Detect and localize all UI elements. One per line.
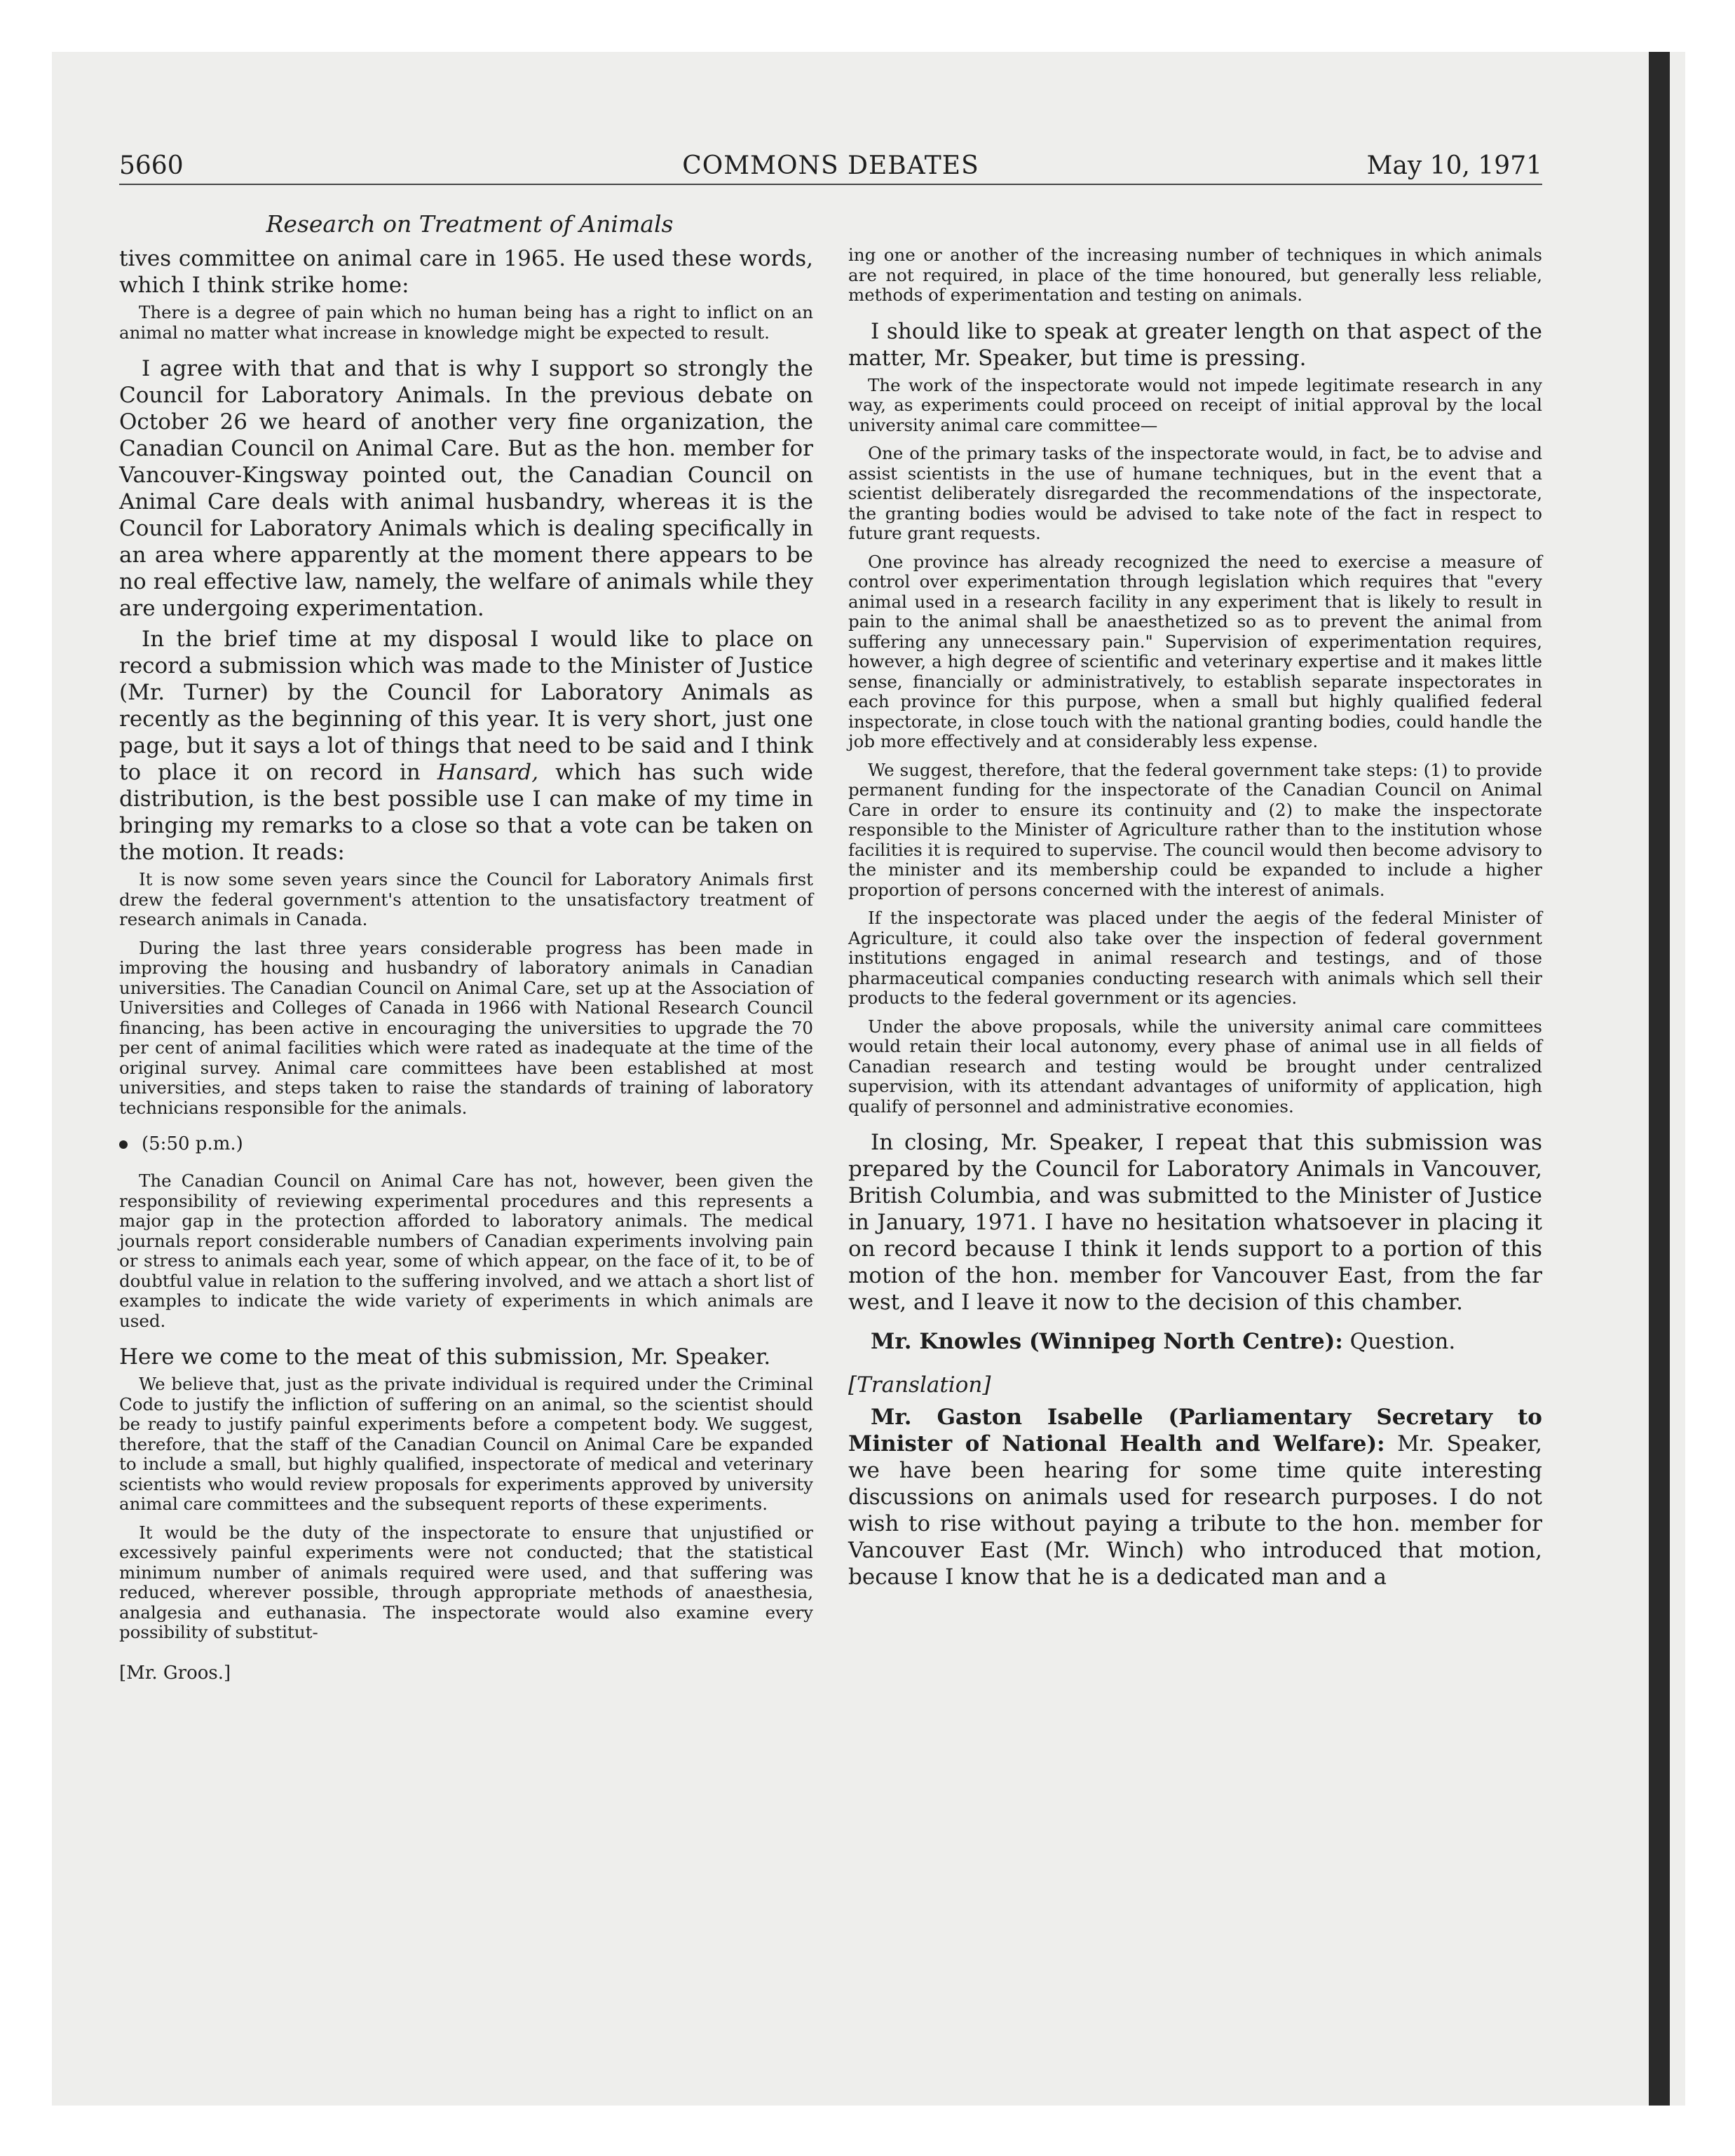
paragraph-text: In the brief time at my disposal I would like to place on record a submission which was made to the Minister of Justice (Mr. Turner) by the Council for Laboratory Animals as recently as the beginning of this year. It is very short, just one page, but it says a lot of things that need to be said and I think to place it on record in	[119, 627, 813, 785]
quotation: There is a degree of pain which no human being has a right to inflict on an animal no matter what increase in knowledge might be expected to result.	[119, 302, 813, 343]
quotation: ing one or another of the increasing number of techniques in which animals are not required, in place of the time honoured, but generally less reliable, methods of experimentation and testing on animals.	[848, 245, 1542, 305]
page-number: 5660	[119, 151, 184, 180]
translation-marker: [Translation]	[848, 1372, 991, 1398]
paragraph-italic-text: Hansard,	[437, 760, 539, 785]
paragraph	[848, 1328, 1542, 1355]
speaker-signature: [Mr. Groos.]	[119, 1662, 231, 1684]
scan-edge-shadow	[1649, 52, 1670, 2106]
speaker-name: Mr. Knowles (Winnipeg North Centre):	[871, 1329, 1343, 1354]
publication-title: COMMONS DEBATES	[682, 151, 979, 180]
quotation: Under the above proposals, while the university animal care committees would retain their local autonomy, every phase of animal use in all fields of Canadian research and testing would be brought under centralized supervision, with its attendant advantages of uniformity of application, high qualify of personnel and administrative economies.	[848, 1016, 1542, 1117]
right-column	[848, 245, 1542, 1595]
paragraph: Here we come to the meat of this submission, Mr. Speaker.	[119, 1344, 771, 1370]
paragraph	[848, 1404, 1542, 1590]
time-marker	[119, 1132, 813, 1156]
paragraph: I agree with that and that is why I support so strongly the Council for Laboratory Animals. In the previous debate on October 26 we heard of another very fine organization, the Canadian Council on Animal Care. But as the hon. member for Vancouver-Kingsway pointed out, the Canadian Council on Animal Care deals with animal husbandry, whereas it is the Council for Laboratory Animals which is dealing specifically in an area where apparently at the moment there appears to be no real effective law, namely, the welfare of animals while they are undergoing experimentation.	[119, 356, 813, 621]
quotation: The Canadian Council on Animal Care has not, however, been given the responsibility of reviewing experimental procedures and this represents a major gap in the protection afforded to laboratory animals. The medical journals report considerable numbers of Canadian experiments involving pain or stress to animals each year, some of which appear, on the face of it, to be of doubtful value in relation to the suffering involved, and we attach a short list of examples to indicate the wide variety of experiments in which animals are used.	[119, 1171, 813, 1331]
bullet-icon	[119, 1140, 128, 1149]
running-header	[119, 149, 1542, 185]
time-text: (5:50 p.m.)	[142, 1133, 243, 1154]
left-column	[119, 245, 813, 1684]
quotation: One of the primary tasks of the inspectorate would, in fact, be to advise and assist scientists in the use of humane techniques, but in the event that a scientist deliberately disregarded the recommendations of the inspectorate, the granting bodies would be advised to take note of the fact in respect to future grant requests.	[848, 443, 1542, 543]
quotation: It would be the duty of the inspectorate to ensure that unjustified or excessively painful experiments were not conducted; that the statistical minimum number of animals required were used, and that suffering was reduced, wherever possible, through appropriate methods of anaesthesia, analgesia and euthanasia. The inspectorate would also examine every possibility of substitut-	[119, 1522, 813, 1642]
paragraph-text: Mr. Speaker, we have been hearing for some time quite interesting discussions on animals used for research purposes. I do not wish to rise without paying a tribute to the hon. member for Vancouver East (Mr. Winch) who introduced that motion, because I know that he is a dedicated man and a	[848, 1431, 1542, 1590]
paragraph: tives committee on animal care in 1965. He used these words, which I think strike home:	[119, 246, 813, 298]
paragraph-text: Question.	[1342, 1329, 1456, 1354]
quotation: It is now some seven years since the Council for Laboratory Animals first drew the federal government's attention to the unsatisfactory treatment of research animals in Canada.	[119, 869, 813, 929]
quotation: During the last three years considerable progress has been made in improving the housing and husbandry of laboratory animals in Canadian universities. The Canadian Council on Animal Care, set up at the Association of Universities and Colleges of Canada in 1966 with National Research Council financing, has been active in encouraging the universities to upgrade the 70 per cent of animal facilities which were rated as inadequate at the time of the original survey. Animal care committees have been established at most universities, and steps taken to raise the standards of training of laboratory technicians responsible for the animals.	[119, 937, 813, 1118]
section-title: Research on Treatment of Animals	[266, 210, 674, 238]
quotation: We believe that, just as the private individual is required under the Criminal Code to justify the infliction of suffering on an animal, so the scientist should be ready to justify painful experiments before a competent body. We suggest, therefore, that the staff of the Canadian Council on Animal Care be expanded to include a small, but highly qualified, inspectorate of medical and veterinary scientists who would review proposals for experiments approved by university animal care committees and the subsequent reports of these experiments.	[119, 1374, 813, 1514]
paragraph-text: which has such wide distribution, is the best possible use I can make of my time in bringing my remarks to a close so that a vote can be taken on the motion. It reads:	[119, 760, 813, 865]
paragraph	[119, 626, 813, 866]
paragraph: In closing, Mr. Speaker, I repeat that this submission was prepared by the Council for Laboratory Animals in Vancouver, British Columbia, and was submitted to the Minister of Justice in January, 1971. I have no hesitation whatsoever in placing it on record because I think it lends support to a portion of this motion of the hon. member for Vancouver East, from the far west, and I leave it now to the decision of this chamber.	[848, 1130, 1542, 1315]
quotation: We suggest, therefore, that the federal government take steps: (1) to provide permanent funding for the inspectorate of the Canadian Council on Animal Care in order to ensure its continuity and (2) to make the inspectorate responsible to the Minister of Agriculture rather than to the institution whose facilities it is required to supervise. The council would then become advisory to the minister and its membership could be expanded to include a higher proportion of persons concerned with the interest of animals.	[848, 759, 1542, 900]
paragraph: I should like to speak at greater length on that aspect of the matter, Mr. Speaker, but time is pressing.	[848, 318, 1542, 371]
speaker-name: Mr. Gaston Isabelle (Parliamentary Secretary to Minister of National Health and Welfare):	[848, 1405, 1542, 1456]
quotation: If the inspectorate was placed under the aegis of the federal Minister of Agriculture, it could also take over the inspection of federal government institutions engaged in animal research and testings, and of those pharmaceutical companies conducting research with animals which sell their products to the federal government or its agencies.	[848, 908, 1542, 1008]
quotation: The work of the inspectorate would not impede legitimate research in any way, as experiments could proceed on receipt of initial approval by the local university animal care committee—	[848, 374, 1542, 435]
header-date: May 10, 1971	[1366, 151, 1542, 180]
quotation: One province has already recognized the need to exercise a measure of control over experimentation through legislation which requires that "every animal used in a research facility in any experiment that is likely to result in pain to the animal shall be anaesthetized so as to prevent the animal from suffering any unnecessary pain." Supervision of experimentation requires, however, a high degree of scientific and veterinary expertise and it makes little sense, financially or administratively, to establish separate inspectorates in each province for this purpose, when a small but highly qualified federal inspectorate, in close touch with the national granting bodies, could handle the job more effectively and at considerably less expense.	[848, 551, 1542, 751]
